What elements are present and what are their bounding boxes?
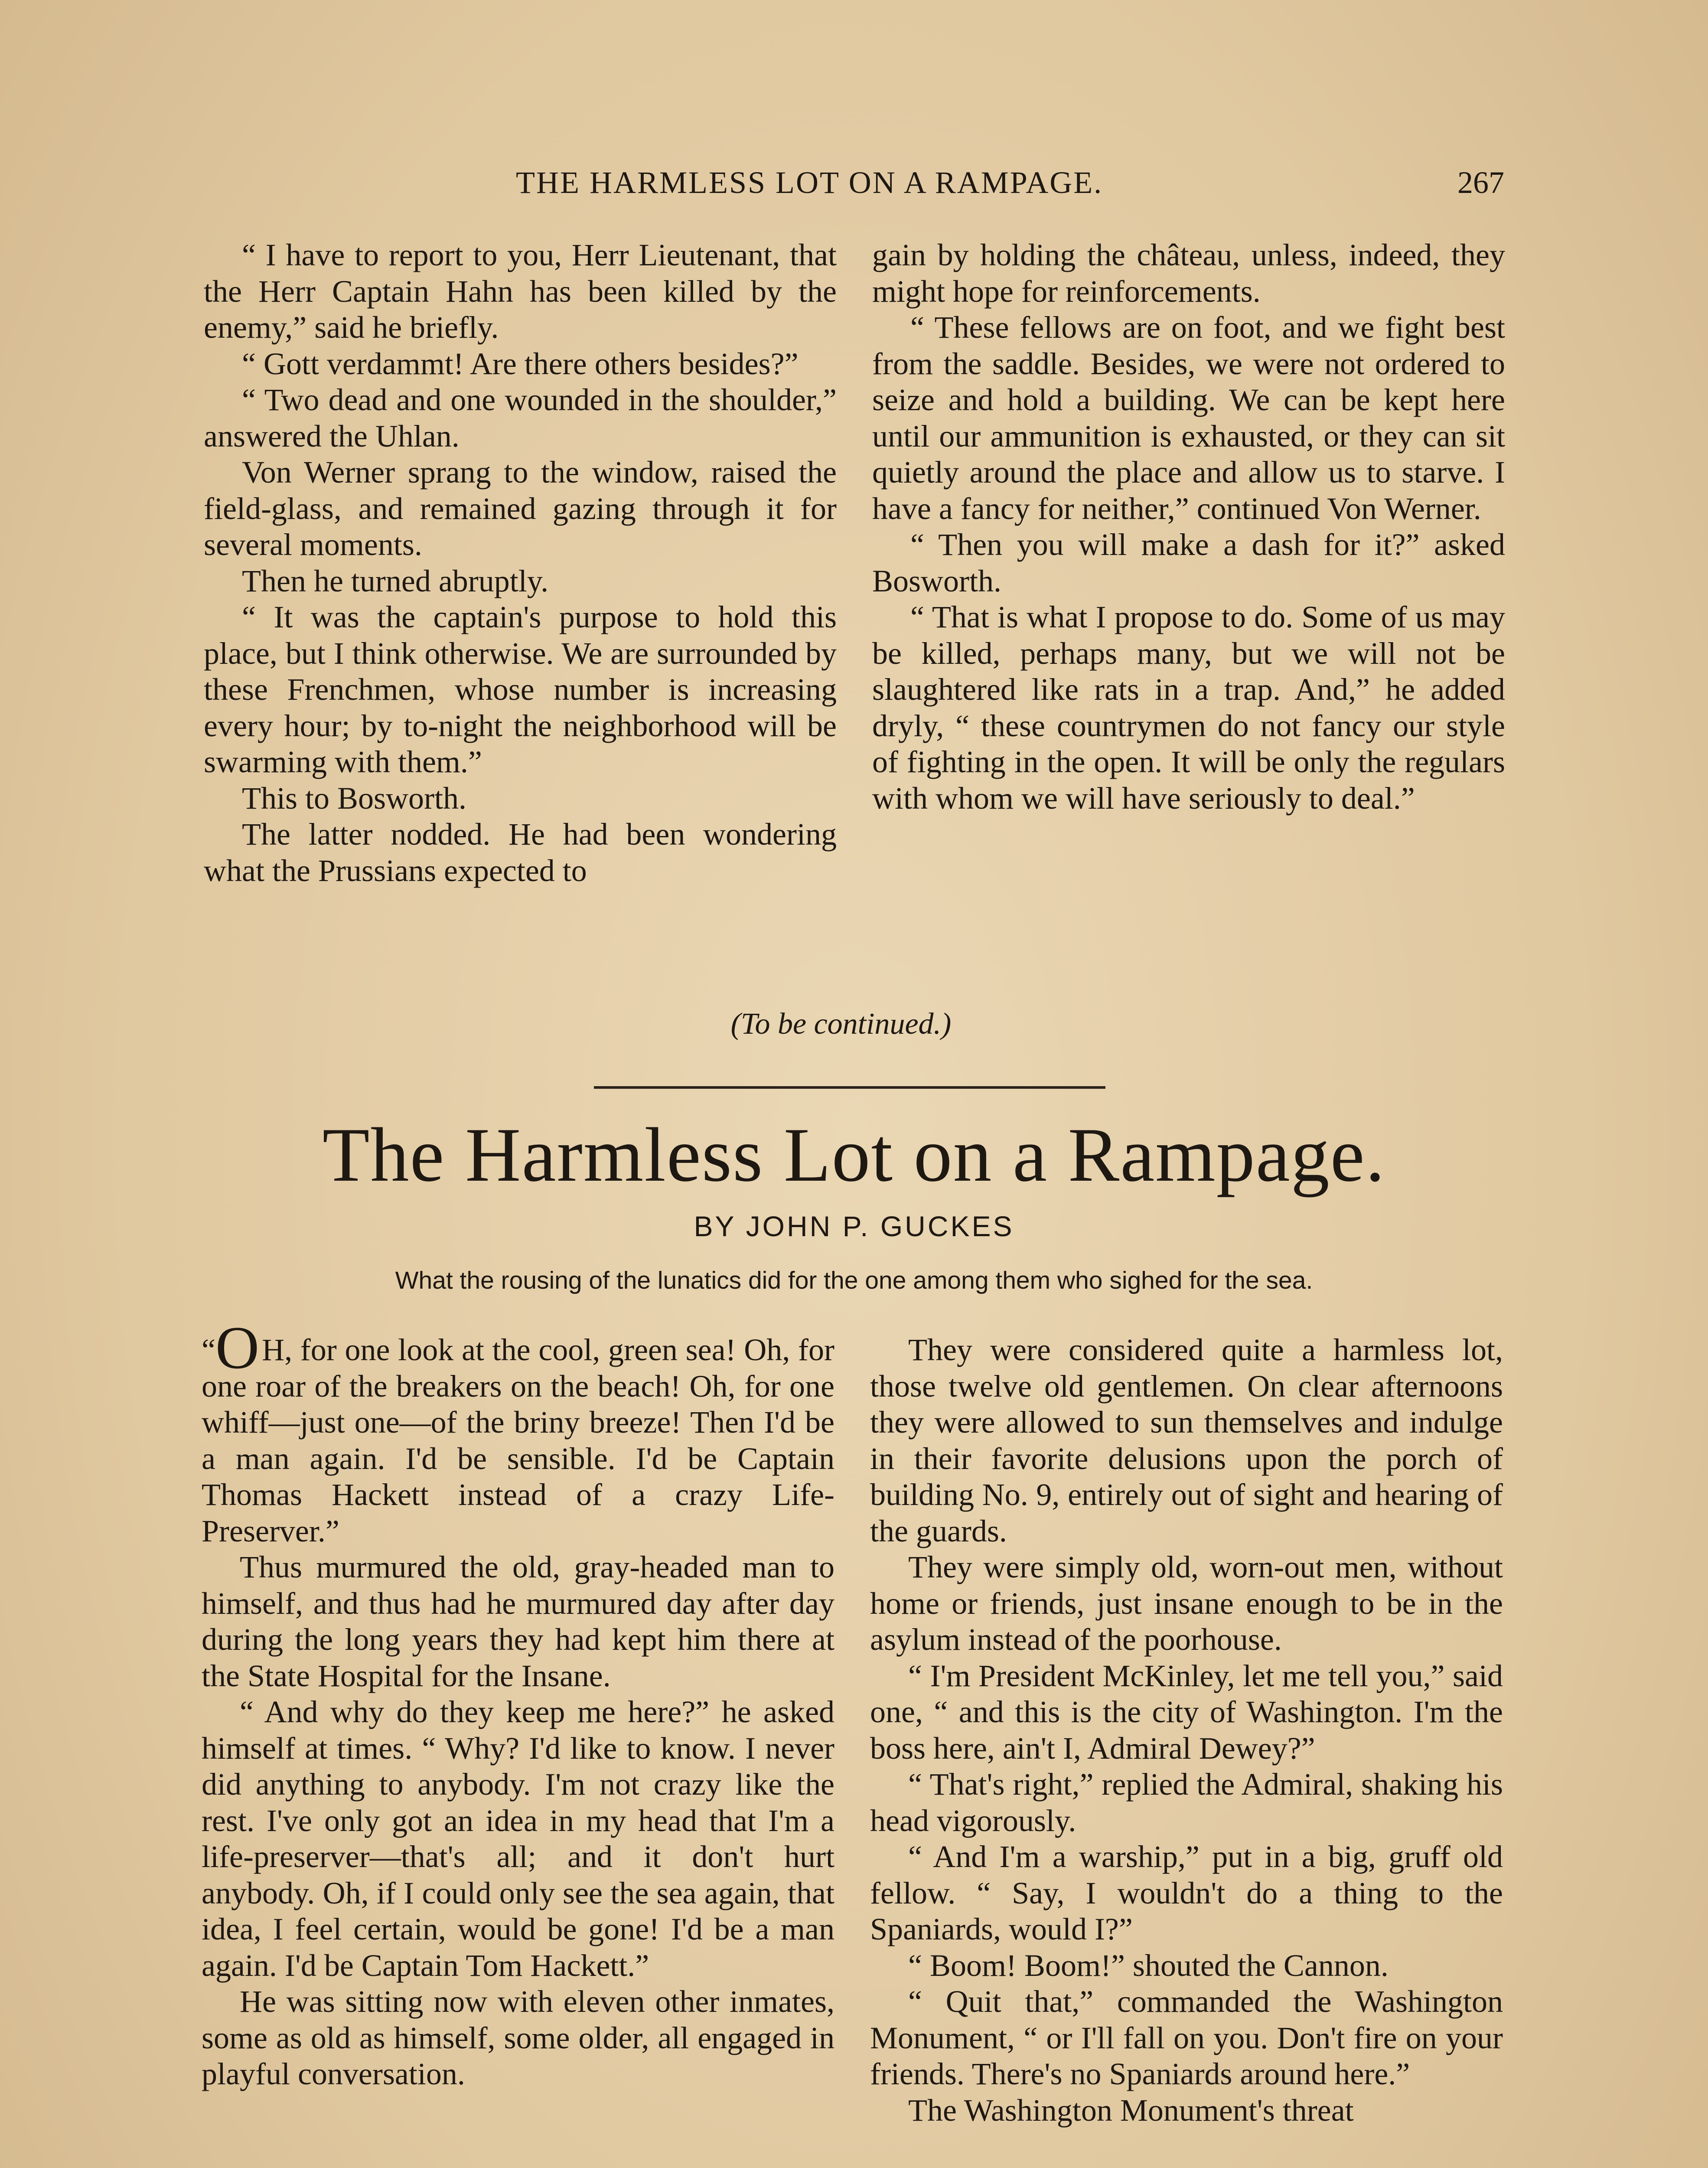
opening-paragraph	[202, 1314, 834, 1549]
paragraph: “ I'm President McKinley, let me tell you,” said one, “ and this is the city of Washington. I'm the boss here, ain't I, Admiral Dewey?”	[870, 1658, 1503, 1766]
paragraph: This to Bosworth.	[242, 780, 467, 816]
paragraph: Thus murmured the old, gray-headed man to himself, and thus had he murmured day after day during the long years they had kept him there at the State Hospital for the Insane.	[202, 1550, 834, 1693]
paragraph: He was sitting now with eleven other inmates, some as old as himself, some older, all engaged in playful conversation.	[202, 1984, 834, 2091]
previous-story-column-left	[204, 237, 837, 889]
paragraph: “ That's right,” replied the Admiral, shaking his head vigorously.	[870, 1767, 1503, 1838]
paragraph: “ Gott verdammt! Are there others besides?”	[242, 346, 799, 381]
paragraph: The Washington Monument's threat	[908, 2093, 1354, 2128]
paragraph: “ These fellows are on foot, and we fight best from the saddle. Besides, we were not ordered to seize and hold a building. We can be kept here until our ammunition is exhausted, or they can sit quietly around the place and allow us to starve. I have a fancy for neither,” continued Von Werner.	[872, 310, 1505, 526]
paragraph: Von Werner sprang to the window, raised the field-glass, and remained gazing through it for several moments.	[204, 455, 837, 562]
paragraph: gain by holding the château, unless, indeed, they might hope for reinforcements.	[872, 238, 1505, 309]
story-column-right	[870, 1332, 1503, 2129]
opening-text: H, for one look at the cool, green sea! Oh, for one roar of the breakers on the beach! Oh, for one whiff—just one—of the briny breeze! Then I'd be a man again. I'd be sensible. I'd be Captain Thomas Hackett instead of a crazy Life-Preserver.”	[202, 1332, 834, 1548]
paragraph: They were simply old, worn-out men, without home or friends, just insane enough to be in the asylum instead of the poorhouse.	[870, 1550, 1503, 1657]
paragraph: “ Boom! Boom!” shouted the Cannon.	[908, 1948, 1389, 1983]
section-divider	[594, 1086, 1105, 1089]
drop-cap: O	[215, 1314, 260, 1381]
paragraph: “ And I'm a warship,” put in a big, gruff old fellow. “ Say, I wouldn't do a thing to the Spaniards, would I?”	[870, 1839, 1503, 1946]
paragraph: “ Quit that,” commanded the Washington Monument, “ or I'll fall on you. Don't fire on your friends. There's no Spaniards around here.”	[870, 1984, 1503, 2091]
running-head: THE HARMLESS LOT ON A RAMPAGE.	[516, 165, 1103, 200]
paragraph: “ I have to report to you, Herr Lieutenant, that the Herr Captain Hahn has been killed by the enemy,” said he briefly.	[204, 238, 837, 345]
page-number: 267	[1457, 165, 1504, 200]
previous-story-column-right	[872, 237, 1505, 816]
paragraph: “ That is what I propose to do. Some of us may be killed, perhaps many, but we will not be slaughtered like rats in a trap. And,” he added dryly, “ these countrymen do not fancy our style of fighting in the open. It will be only the regulars with whom we will have seriously to deal.”	[872, 600, 1505, 816]
paragraph: “ Two dead and one wounded in the shoulder,” answered the Uhlan.	[204, 382, 837, 454]
paragraph: “ And why do they keep me here?” he asked himself at times. “ Why? I'd like to know. I never did anything to anybody. I'm not crazy like the rest. I've only got an idea in my head that I'm a life-preserver—that's all; and it don't hurt anybody. Oh, if I could only see the sea again, that idea, I feel certain, would be gone! I'd be a man again. I'd be Captain Tom Hackett.”	[202, 1695, 834, 1983]
paragraph: The latter nodded. He had been wondering what the Prussians expected to	[204, 817, 837, 888]
story-column-left	[202, 1314, 834, 2093]
story-deck: What the rousing of the lunatics did for the one among them who sighed for the sea.	[395, 1267, 1313, 1294]
story-byline: BY JOHN P. GUCKES	[694, 1210, 1014, 1242]
paragraph: They were considered quite a harmless lot, those twelve old gentlemen. On clear afternoons they were allowed to sun themselves and indulge in their favorite delusions upon the porch of building No. 9, entirely out of sight and hearing of the guards.	[870, 1332, 1503, 1548]
paragraph: “ Then you will make a dash for it?” asked Bosworth.	[872, 527, 1505, 598]
opening-quote: “	[202, 1332, 215, 1367]
to-be-continued-note: (To be continued.)	[730, 1007, 952, 1041]
paragraph: “ It was the captain's purpose to hold this place, but I think otherwise. We are surrounded by these Frenchmen, whose number is increasing every hour; by to-night the neighborhood will be swarming with them.”	[204, 600, 837, 779]
story-title: The Harmless Lot on a Rampage.	[322, 1112, 1386, 1198]
paragraph: Then he turned abruptly.	[242, 563, 549, 598]
